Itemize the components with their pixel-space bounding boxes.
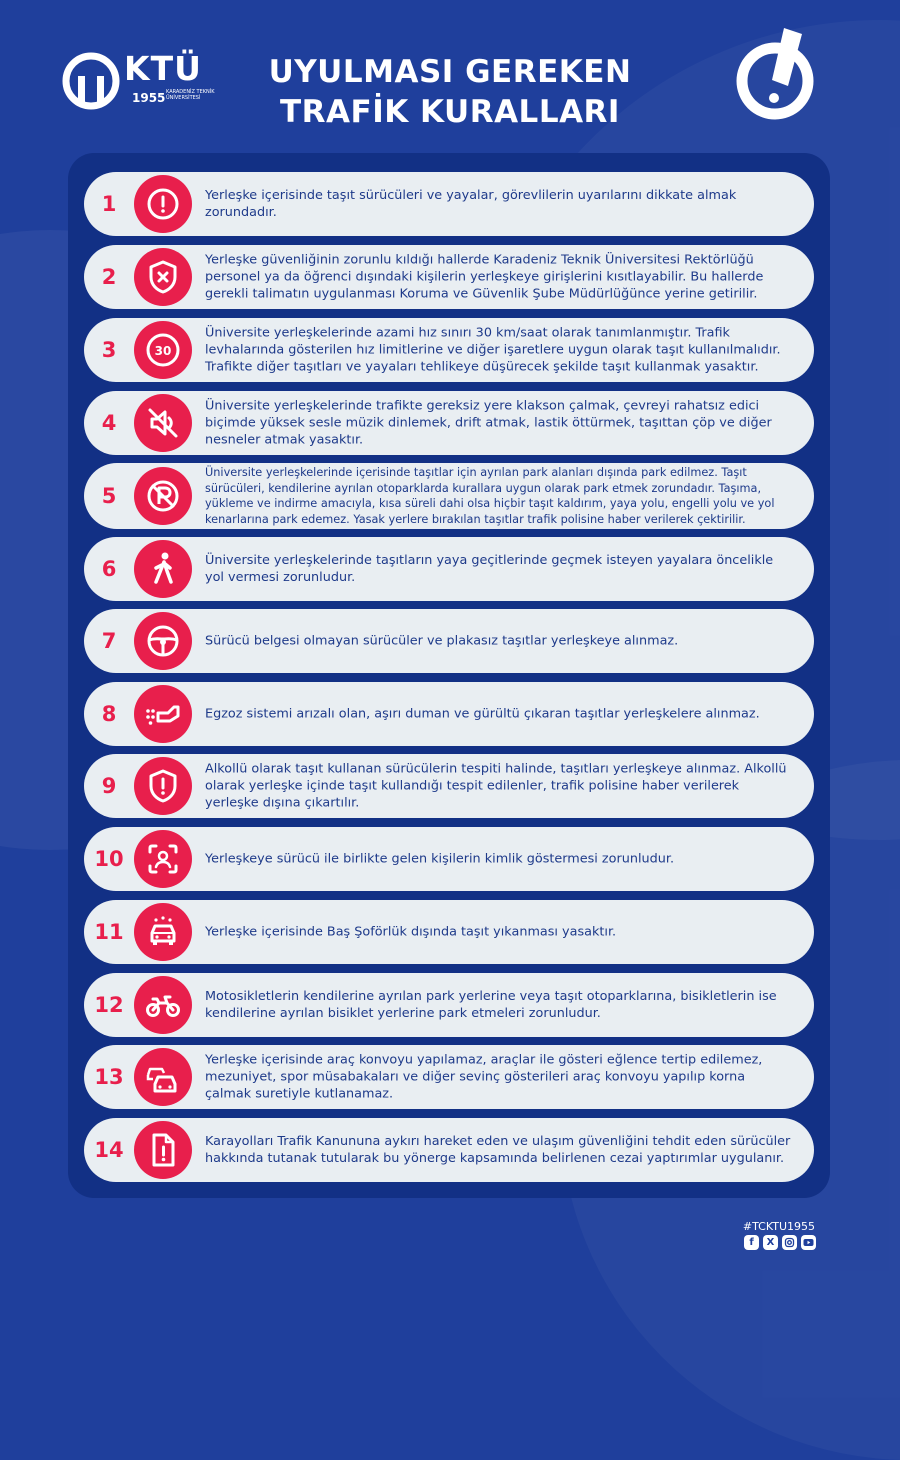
rule-text: Üniversite yerleşkelerinde trafikte gereksiz yere klakson çalmak, çevreyi rahatsız edici biçimde yüksek sesle müzik dinlemek, drift atmak, lastik öttürmek, taşıttan çöp ve diğer nesneler atmak yasaktır. [205,398,772,448]
shield-exclamation-icon [134,757,192,815]
rule-text: Yerleşke güvenliğinin zorunlu kıldığı hallerde Karadeniz Teknik Üniversitesi Rektörlüğü personel ya da öğrenci dışındaki kişilerin yerleşkeye girişlerini kısıtlayabilir. Bu hallerde gerekli talimatın uygulanması Koruma ve Güvenlik Şube Müdürlüğünce yerine getirilir. [205,252,764,302]
rule-card-12 [84,973,814,1037]
title-line-2: TRAFİK KURALLARI [280,94,620,130]
rule-number: 13 [94,1065,124,1089]
title-line-1: UYULMASI GEREKEN [268,54,632,90]
no-parking-icon [134,467,192,525]
rule-text: Üniversite yerleşkelerinde içerisinde taşıtlar için ayrılan park alanları dışında park edilmez. Taşıt sürücüleri, kendilerine ayrılan otoparklarda kurallara uygun olarak park etmek zorundadır. Taşıma, yükleme ve indirme amacıyla, kısa süreli dahi olsa hiçbir taşıt kaldırım, yaya yolu, engelli yolu ve yol kenarlarına park edemez. Yasak yerlere bırakılan taşıtlar trafik polisine haber verilerek çektirilir. [205,466,775,526]
rule-number: 5 [101,484,117,508]
social-links [740,1235,816,1251]
rule-card-10 [84,827,814,891]
rule-number: 10 [94,847,124,871]
volume-mute-icon [134,394,192,452]
rule-number: 1 [101,192,117,216]
warning-emblem-icon [736,26,818,122]
rule-card-9 [84,754,814,818]
exhaust-pipe-icon [134,685,192,743]
rule-text: Motosikletlerin kendilerine ayrılan park yerlerine veya taşıt otoparklarına, bisikletlerin ise kendilerine ayrılan bisiklet yerlerine park etmeleri zorunludur. [205,989,777,1021]
face-id-icon [134,830,192,888]
motorcycle-icon [134,976,192,1034]
document-alert-icon [134,1121,192,1179]
rule-card-3 [84,318,814,382]
rule-text: Karayolları Trafik Kanununa aykırı hareket eden ve ulaşım güvenliğini tehdit eden sürücüler hakkında tutanak tutularak bu yönerge kapsamında belirlenen cezai yaptırımlar uygulanır. [205,1134,791,1166]
ktu-emblem-icon [62,52,120,110]
rule-text: Yerleşke içerisinde taşıt sürücüleri ve yayalar, görevlilerin uyarılarını dikkate almak zorundadır. [205,188,737,220]
rule-number: 14 [94,1138,124,1162]
logo-university: KARADENİZ TEKNİK ÜNİVERSİTESİ [166,89,215,101]
logo-year: 1955 [132,91,166,105]
rule-card-13 [84,1045,814,1109]
rule-card-8 [84,682,814,746]
rule-card-7 [84,609,814,673]
rule-text: Egzoz sistemi arızalı olan, aşırı duman ve gürültü çıkaran taşıtlar yerleşkelere alınmaz. [205,706,760,722]
x-icon[interactable]: X [763,1235,778,1250]
rule-number: 12 [94,993,124,1017]
pedestrian-icon [134,540,192,598]
rule-number: 11 [94,920,124,944]
page-title [200,52,700,132]
rule-number: 2 [101,265,117,289]
rule-text: Yerleşke içerisinde araç konvoyu yapılamaz, araçlar ile gösteri eğlence tertip edilemez, mezuniyet, spor müsabakaları ve diğer sevinç gösterileri araç konvoyu yapılıp korna çalmak suretiyle kutlanamaz. [205,1052,763,1102]
rule-card-1 [84,172,814,236]
rule-number: 6 [101,557,117,581]
rule-card-4 [84,391,814,455]
rule-text: Yerleşke içerisinde Baş Şoförlük dışında taşıt yıkanması yasaktır. [205,924,617,940]
car-wash-icon [134,903,192,961]
rule-number: 3 [101,338,117,362]
instagram-icon[interactable] [782,1235,797,1250]
rule-card-11 [84,900,814,964]
rule-text: Yerleşkeye sürücü ile birlikte gelen kişilerin kimlik göstermesi zorunludur. [205,851,675,867]
rule-text: Alkollü olarak taşıt kullanan sürücülerin tespiti halinde, taşıtları yerleşkeye alınmaz. Alkollü olarak yerleşke içinde taşıt kullandığı tespit edilenler, trafik polisine haber verilerek yerleşke dışına çıkartılır. [205,761,787,811]
speed-limit-30-icon [134,321,192,379]
shield-x-icon [134,248,192,306]
rules-panel [68,153,830,1198]
steering-wheel-icon [134,612,192,670]
youtube-icon[interactable] [801,1235,816,1250]
rule-card-5 [84,463,814,529]
hashtag: #TCKTU1955 [742,1220,815,1233]
rule-number: 7 [101,629,117,653]
rule-card-14 [84,1118,814,1182]
rule-card-6 [84,537,814,601]
exclamation-circle-icon [134,175,192,233]
rule-text: Sürücü belgesi olmayan sürücüler ve plakasız taşıtlar yerleşkeye alınmaz. [205,633,679,649]
car-convoy-icon [134,1048,192,1106]
logo-text: KTÜ [124,49,202,88]
rule-text: Üniversite yerleşkelerinde azami hız sınırı 30 km/saat olarak tanımlanmıştır. Trafik levhalarında gösterilen hız limitlerine ve diğer işaretlere uygun olarak taşıt kullanılmalıdır. Trafikte diğer taşıtları ve yayaları tehlikeye düşürecek şekilde taşıt kullanmak yasaktır. [205,325,781,375]
rule-number: 4 [101,411,117,435]
svg-text:30: 30 [154,344,172,358]
rule-card-2 [84,245,814,309]
rule-number: 8 [101,702,117,726]
rule-text: Üniversite yerleşkelerinde taşıtların yaya geçitlerinde geçmek isteyen yayalara öncelikle yol vermesi zorunludur. [205,553,774,585]
facebook-icon[interactable]: f [744,1235,759,1250]
rule-number: 9 [101,774,117,798]
